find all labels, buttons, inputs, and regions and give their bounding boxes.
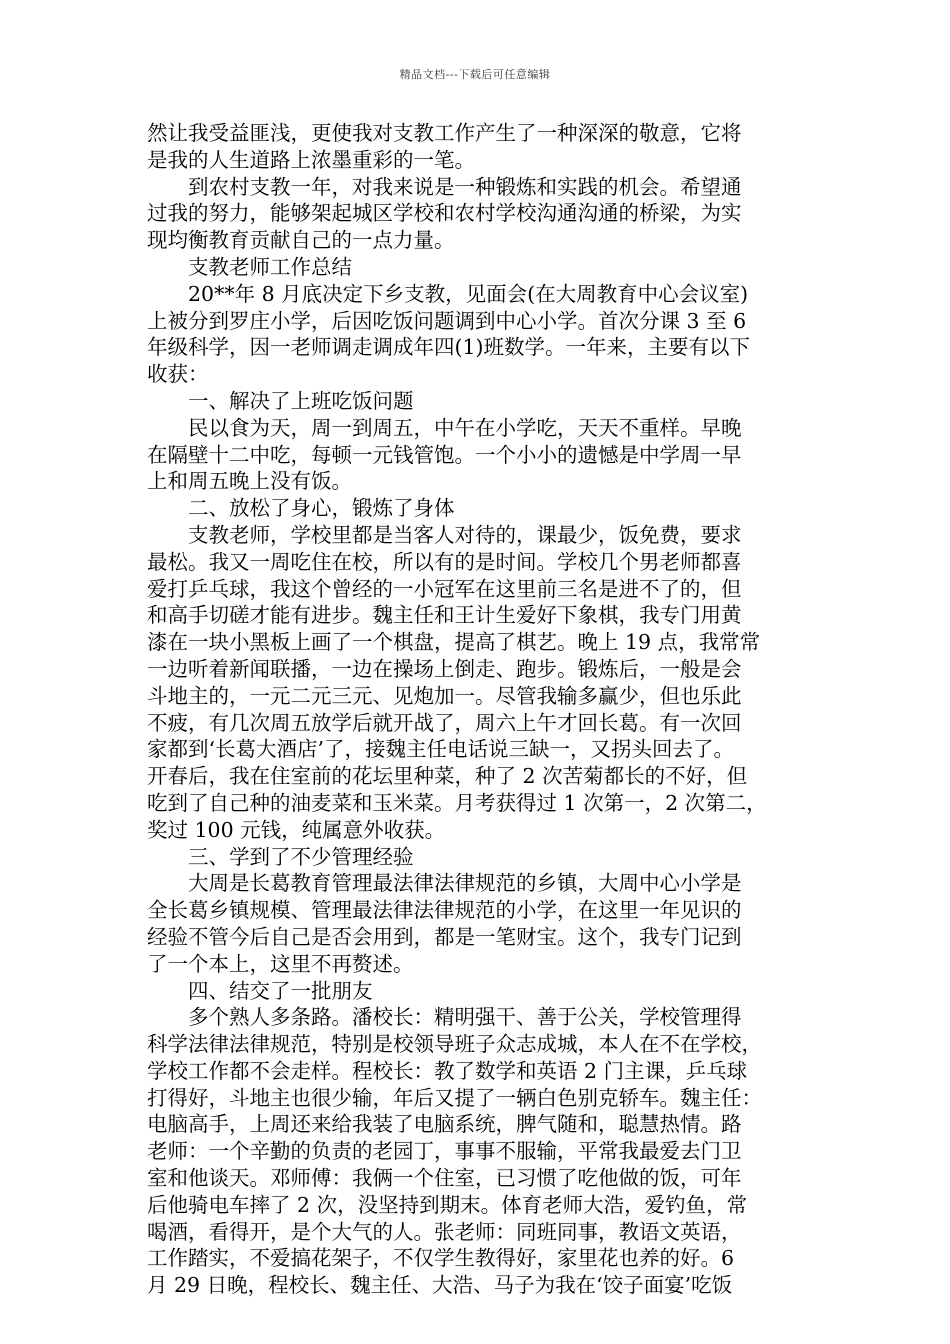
text-line: 工作踏实，不爱搞花架子，不仅学生教得好，家里花也养的好。6 bbox=[147, 1246, 735, 1271]
document-body bbox=[147, 120, 819, 1299]
text-line: 支教老师，学校里都是当客人对待的，课最少，饭免费，要求 bbox=[188, 522, 742, 547]
text-line: 经验不管今后自己是否会用到，都是一笔财宝。这个，我专门记到 bbox=[147, 924, 742, 949]
text-line: 过我的努力，能够架起城区学校和农村学校沟通沟通的桥梁，为实 bbox=[147, 201, 742, 226]
text-line: 月 29 日晚，程校长、魏主任、大浩、马子为我在‘饺子面宴’吃饭 bbox=[147, 1273, 733, 1298]
text-line: 大周是长葛教育管理最法律法律规范的乡镇，大周中心小学是 bbox=[188, 871, 742, 896]
text-line: 最松。我又一周吃住在校，所以有的是时间。学校几个男老师都喜 bbox=[147, 549, 742, 574]
text-line: 三、学到了不少管理经验 bbox=[188, 844, 414, 869]
text-line: 二、放松了身心，锻炼了身体 bbox=[188, 496, 455, 521]
text-line: 打得好，斗地主也很少输，年后又提了一辆白色别克轿车。魏主任： bbox=[147, 1085, 762, 1110]
text-line: 爱打乒乓球，我这个曾经的一小冠军在这里前三名是进不了的，但 bbox=[147, 576, 742, 601]
text-line: 多个熟人多条路。潘校长：精明强干、善于公关，学校管理得 bbox=[188, 1005, 742, 1030]
page-header: 精品文档---下载后可任意编辑 bbox=[399, 68, 551, 81]
text-line: 全长葛乡镇规模、管理最法律法律规范的小学，在这里一年见识的 bbox=[147, 898, 742, 923]
text-line: 漆在一块小黑板上画了一个棋盘，提高了棋艺。晚上 19 点，我常常 bbox=[147, 630, 761, 655]
text-line: 后他骑电车摔了 2 次，没坚持到期末。体育老师大浩，爱钓鱼，常 bbox=[147, 1192, 748, 1217]
text-line: 学校工作都不会走样。程校长：教了数学和英语 2 门主课，乒乓球 bbox=[147, 1058, 748, 1083]
text-line: 年级科学，因一老师调走调成年四(1)班数学。一年来，主要有以下 bbox=[147, 335, 751, 360]
text-line: 电脑高手，上周还来给我装了电脑系统，脾气随和，聪慧热情。路 bbox=[147, 1112, 742, 1137]
text-line: 上和周五晚上没有饭。 bbox=[147, 469, 352, 494]
text-line: 科学法律法律规范，特别是校领导班子众志成城，本人在不在学校， bbox=[147, 1032, 762, 1057]
text-line: 和高手切磋才能有进步。魏主任和王计生爱好下象棋，我专门用黄 bbox=[147, 603, 742, 628]
text-line: 支教老师工作总结 bbox=[188, 254, 352, 279]
text-line: 不疲，有几次周五放学后就开战了，周六上午才回长葛。有一次回 bbox=[147, 710, 742, 735]
text-line: 收获： bbox=[147, 362, 209, 387]
text-line: 民以食为天，周一到周五，中午在小学吃，天天不重样。早晚 bbox=[188, 415, 742, 440]
text-line: 现均衡教育贡献自己的一点力量。 bbox=[147, 228, 455, 253]
text-line: 奖过 100 元钱，纯属意外收获。 bbox=[147, 817, 446, 842]
text-line: 20**年 8 月底决定下乡支教，见面会(在大周教育中心会议室) bbox=[188, 281, 749, 306]
text-line: 然让我受益匪浅，更使我对支教工作产生了一种深深的敬意，它将 bbox=[147, 121, 742, 145]
text-line: 开春后，我在住室前的花坛里种菜，种了 2 次苦菊都长的不好，但 bbox=[147, 764, 748, 789]
text-line: 室和他谈天。邓师傅：我俩一个住室，已习惯了吃他做的饭，可年 bbox=[147, 1166, 742, 1191]
text-line: 了一个本上，这里不再赘述。 bbox=[147, 951, 414, 976]
text-line: 是我的人生道路上浓墨重彩的一笔。 bbox=[147, 147, 475, 172]
text-line: 家都到‘长葛大酒店’了，接魏主任电话说三缺一，又拐头回去了。 bbox=[147, 737, 735, 762]
text-line: 在隔壁十二中吃，每顿一元钱管饱。一个小小的遗憾是中学周一早 bbox=[147, 442, 742, 467]
text-line: 一、解决了上班吃饭问题 bbox=[188, 388, 414, 413]
text-line: 到农村支教一年，对我来说是一种锻炼和实践的机会。希望通 bbox=[188, 174, 742, 199]
text-line: 上被分到罗庄小学，后因吃饭问题调到中心小学。首次分课 3 至 6 bbox=[147, 308, 747, 333]
text-line: 斗地主的，一元二元三元、见炮加一。尽管我输多赢少，但也乐此 bbox=[147, 683, 742, 708]
text-line: 一边听着新闻联播，一边在操场上倒走、跑步。锻炼后，一般是会 bbox=[147, 656, 742, 681]
text-line: 四、结交了一批朋友 bbox=[188, 978, 373, 1003]
text-line: 吃到了自己种的油麦菜和玉米菜。月考获得过 1 次第一，2 次第二， bbox=[147, 790, 767, 815]
text-line: 老师：一个辛勤的负责的老园丁，事事不服输，平常我最爱去门卫 bbox=[147, 1139, 742, 1164]
text-line: 喝酒，看得开，是个大气的人。张老师：同班同事，教语文英语， bbox=[147, 1219, 742, 1244]
